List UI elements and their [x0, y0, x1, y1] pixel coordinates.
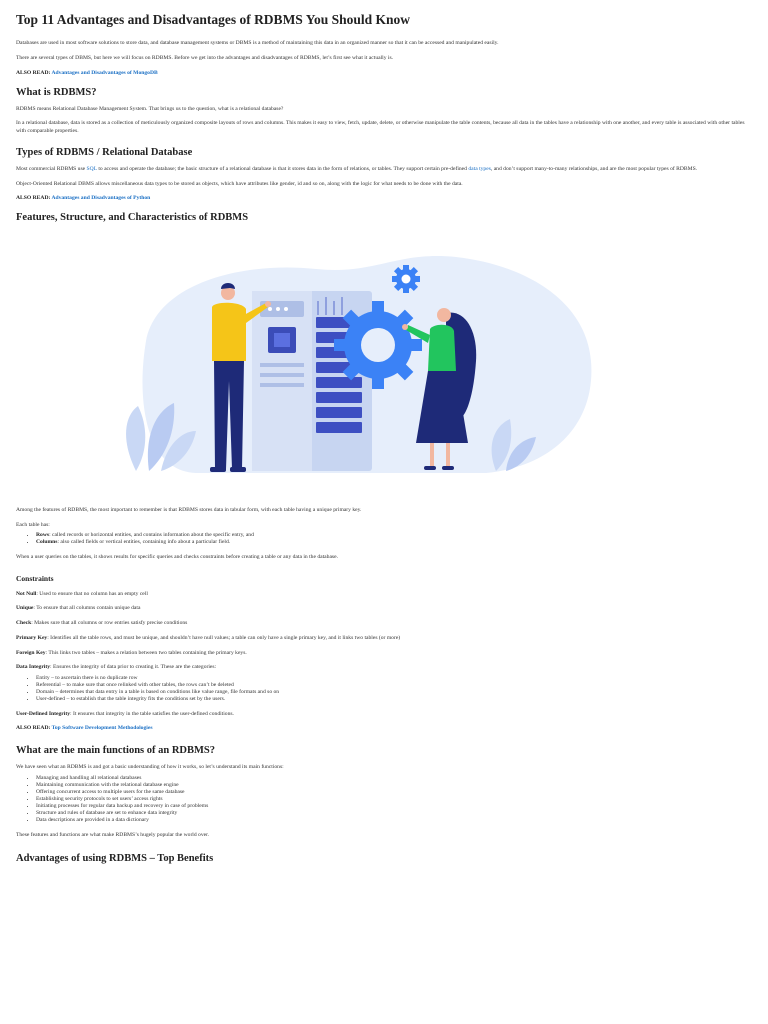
constraint-desc: : This links two tables – makes a relation between two tables containing the primary keys.: [45, 649, 247, 656]
heading-features: Features, Structure, and Characteristics of RDBMS: [16, 212, 249, 224]
constraint-term: Unique: [16, 605, 34, 612]
also-read-1: [16, 70, 752, 76]
constraint-not-null: [16, 591, 752, 598]
article-title: Top 11 Advantages and Disadvantages of RDBMS You Should Know: [16, 12, 410, 27]
constraint-desc: : Used to ensure that no column has an empty cell: [36, 590, 148, 597]
list-item: • Domain – determines that data entry in a table is based on conditions like value range, file formats and so on: [36, 689, 752, 696]
constraint-data-integrity: [16, 664, 752, 671]
heading-main-functions: What are the main functions of an RDBMS?: [16, 745, 216, 757]
table-has-list: [16, 532, 752, 546]
constraint-term: Not Null: [16, 590, 37, 597]
heading-what-is-rdbms: What is RDBMS?: [16, 86, 97, 98]
also-read-link-mongodb[interactable]: Advantages and Disadvantages of MongoDB: [51, 69, 158, 76]
also-read-link-methodologies[interactable]: Top Software Development Methodologies: [51, 725, 153, 732]
sec2-paragraph-1: [16, 166, 752, 173]
list-item: • User-defined – to establish that the table integrity fits the conditions set by the users.: [36, 696, 752, 703]
list-item: • Structure and rules of database are set to enhance data integrity: [36, 810, 752, 817]
sec2-text-b: to access and operate the database; the basic structure of a relational database is that it stores data in the form of relations, or tables. They support certain pre-defined: [96, 165, 469, 172]
list-item: • Establishing security protocols to set users’ access rights: [36, 796, 752, 803]
constraint-desc: : Makes sure that all columns or row entries satisfy precise conditions: [31, 620, 188, 627]
heading-constraints: Constraints: [16, 573, 54, 583]
constraint-desc: : Ensures the integrity of data prior to creating it. These are the categories:: [50, 664, 217, 671]
functions-list: [16, 775, 752, 824]
intro-paragraph-1: Databases are used in most software solutions to store data, and database management systems or DBMS is a method of maintaining this data in an organized manner so that it can be accessed and manipulated easily.: [16, 40, 499, 46]
user-defined-integrity: [16, 711, 752, 718]
constraint-primary-key: [16, 635, 752, 642]
also-read-link-python[interactable]: Advantages and Disadvantages of Python: [51, 195, 151, 202]
constraint-desc: : Identifies all the table rows, and must be unique, and shouldn’t have null values; a table can only have a single primary key, and it links two tables (or more): [47, 634, 401, 641]
sec3-paragraph-2: Each table has:: [16, 522, 50, 529]
sql-link[interactable]: SQL: [86, 165, 97, 172]
sec3-paragraph-3: When a user queries on the tables, it shows results for specific queries and checks constraints before creating a table or any data in the database.: [16, 554, 338, 561]
also-read-2: [16, 195, 752, 201]
sec1-paragraph-2: In a relational database, data is stored as a collection of meticulously organized composite layouts of rows and columns. This makes it easy to view, fetch, update, delete, or otherwise manipulate the table contents, because all data in the tables have a relationship with one another, and every table is associated with other tables with comparable properties.: [16, 120, 745, 134]
sec3-paragraph-1: Among the features of RDBMS, the most important to remember is that RDBMS stores data in tabular form, with each table having a unique primary key.: [16, 507, 362, 514]
constraint-term: Foreign Key: [16, 649, 46, 656]
list-item-desc: : also called fields or vertical entities, containing info about a particular field.: [57, 539, 231, 546]
constraint-unique: [16, 605, 752, 612]
constraint-term: Data Integrity: [16, 664, 51, 671]
large-gear-icon: [334, 301, 422, 389]
sec2-text-a: Most commercial RDBMS use: [16, 165, 87, 172]
udi-desc: : It ensures that integrity in the table satisfies the user-defined conditions.: [70, 710, 234, 717]
list-item-term: Columns: [36, 539, 58, 546]
list-item: • Offering concurrent access to multiple users for the same database: [36, 789, 752, 796]
intro-paragraph-2: There are several types of DBMS, but here we will focus on RDBMS. Before we get into the advantages and disadvantages of RDBMS, let’s first see what it actually is.: [16, 54, 394, 61]
data-types-link[interactable]: data types: [468, 165, 491, 172]
rdbms-illustration: [16, 231, 752, 493]
also-read-label: ALSO READ:: [16, 195, 51, 202]
constraint-desc: : To ensure that all columns contain unique data: [33, 605, 141, 612]
list-item: [36, 539, 752, 546]
constraint-term: Check: [16, 620, 32, 627]
constraint-term: Primary Key: [16, 634, 48, 641]
list-item-term: Rows: [36, 532, 50, 539]
list-item: • Managing and handling all relational databases: [36, 775, 752, 782]
heading-types-of-rdbms: Types of RDBMS / Relational Database: [16, 146, 193, 158]
also-read-label: ALSO READ:: [16, 69, 51, 76]
list-item: • Data descriptions are provided in a data dictionary: [36, 817, 752, 824]
sec2-text-c: , and don’t support many-to-many relationships, and are the most popular types of RDBMS.: [490, 165, 698, 172]
constraint-check: [16, 620, 752, 627]
integrity-list: [16, 675, 752, 703]
also-read-label: ALSO READ:: [16, 725, 51, 732]
also-read-3: [16, 725, 752, 731]
list-item-desc: : called records or horizontal entities, and contains information about the specific entry, and: [49, 532, 254, 539]
small-gear-icon: [392, 265, 420, 293]
sec2-paragraph-2: Object-Oriented Relational DBMS allows miscellaneous data types to be stored as objects, which have attributes like gender, id and so on, along with the logic for what needs to be done with the data.: [16, 180, 463, 187]
udi-term: User-Defined Integrity: [16, 710, 71, 717]
list-item: • Entity – to ascertain there is no duplicate row: [36, 675, 752, 682]
heading-advantages: Advantages of using RDBMS – Top Benefits: [16, 852, 214, 864]
sec1-paragraph-1: RDBMS means Relational Database Management System. That brings us to the question, what is a relational database?: [16, 105, 284, 112]
list-item: • Maintaining communication with the relational database engine: [36, 782, 752, 789]
constraint-foreign-key: [16, 650, 752, 657]
sec4-paragraph-2: These features and functions are what make RDBMS’s hugely popular the world over.: [16, 831, 210, 838]
sec4-paragraph-1: We have seen what an RDBMS is and got a basic understanding of how it works, so let’s understand its main functions:: [16, 764, 284, 771]
list-item: • Referential – to make sure that once relinked with other tables, the rows can’t be deleted: [36, 682, 752, 689]
list-item: • Initiating processes for regular data backup and recovery in case of problems: [36, 803, 752, 810]
illustration-svg: [16, 231, 752, 493]
